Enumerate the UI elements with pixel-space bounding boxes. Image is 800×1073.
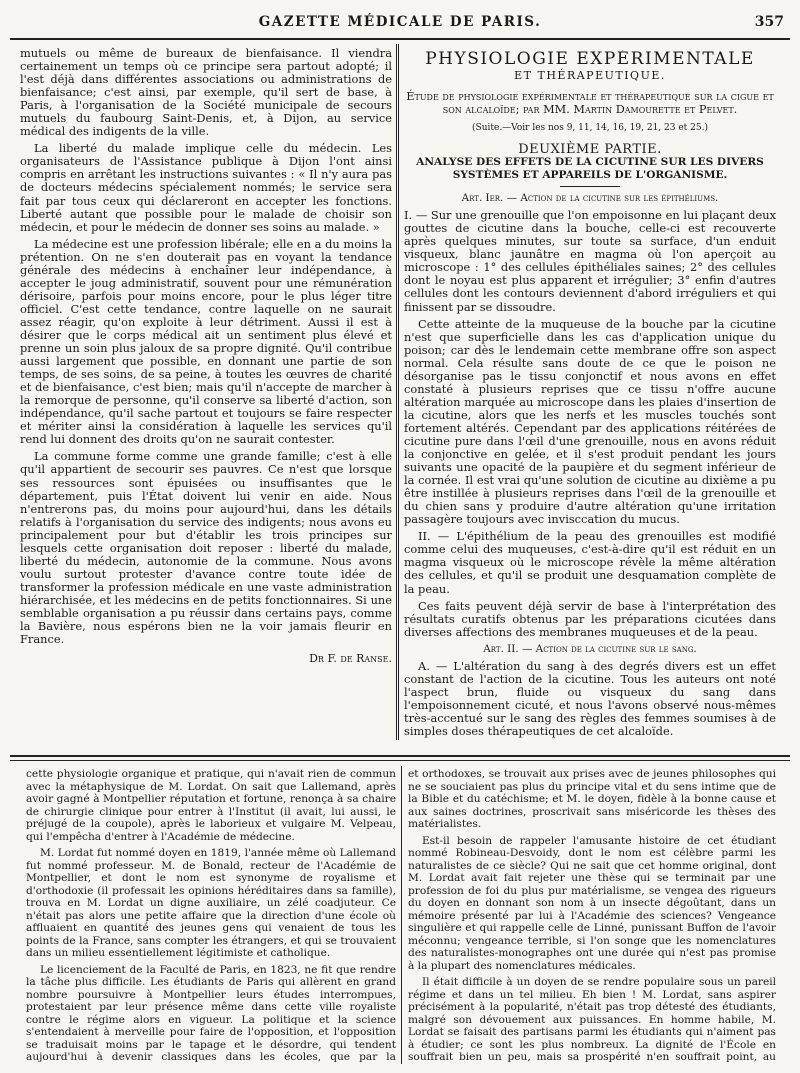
feuilleton-paragraph: Est-il besoin de rappeler l'amusante histoire de cet étudiant nommé Robineau-Desvoidy, dont le nom est célèbre parmi les naturalistes de ce siècle? Qui ne sait que cet homme original, dont M. Lordat avait fait rejeter une thèse qui se terminait par une profession de foi du plus pur matérialisme, se vengea des rigueurs du doyen en donnant son nom à un insecte dégoûtant, dans un mémoire présenté par lui à l'Académie des sciences? Vengeance singulière et qui rappelle celle de Linné, punissant Buffon de l'avoir méconnu; vengeance terrible, si l'on songe que les nomenclatures des naturalistes-monographes ont une durée qui n'est pas promise à la plupart des nomenclatures médicales. (408, 834, 776, 972)
part-title: DEUXIÈME PARTIE. (518, 142, 662, 158)
article-paragraph: II. — L'épithélium de la peau des grenouilles est modifié comme celui des muqueuses, c'est-à-dire qu'il est réduit en un magma visqueux où le microscope révèle la même altération des cellules, et qu'il se produit une desquamation complète de la peau. (404, 529, 776, 596)
right-column (404, 50, 776, 738)
left-paragraph: mutuels ou même de bureaux de bienfaisance. Il viendra certainement un temps où ce principe sera partout adopté; il l'est déjà dans différentes associations ou administrations de bienfaisance; c'est ainsi, par exemple, qu'il sert de base, à Paris, à l'organisation de la Société municipale de secours mutuels du faubourg Saint-Denis, et, à Dijon, au service médical des indigents de la ville. (20, 47, 392, 139)
continuation-note: (Suite.—Voir les nos 9, 11, 14, 16, 19, 21, 23 et 25.) (472, 123, 708, 134)
study-title: Étude de physiologie expérimentale et thérapeutique sur la cigue et son alcaloïde; par MM. Martin Damourette et Pelvet. (406, 90, 774, 117)
bottom-right-column (408, 768, 776, 1063)
signature: Dr F. de Ranse. (309, 652, 392, 666)
article-heading: Art. II. — Action de la cicutine sur le sang. (483, 642, 697, 655)
feuilleton-paragraph: Le licenciement de la Faculté de Paris, en 1823, ne fit que rendre la tâche plus difficile. Les étudiants de Paris qui allèrent en grand nombre poursuivre à Montpellier leurs études interrompues, protestaient par leur présence même dans cette ville royaliste contre le régime alors en vigueur. La politique et la science s'entendaient à merveille pour faire de l'opposition, et l'opposition se traduisait moins par le tapage et le désordre, qui tendent aujourd'hui à devenir classiques dans les écoles, que par la (26, 963, 396, 1063)
page-header (10, 14, 790, 36)
article-paragraph: Cette atteinte de la muqueuse de la bouche par la cicutine n'est que superficielle dans les cas d'application unique du poison; car dès le lendemain cette membrane offre son aspect normal. Cela résulte sans doute de ce que le poison ne désorganise pas le tissu conjonctif et nous avons en effet constaté à plusieurs reprises que ce tissu n'offre aucune altération marquée au microscope dans les plaies d'insertion de la cicutine, alors que les nerfs et les muscles touchés sont fortement altérés. Cependant par des applications réitérées de cicutine pure dans l'œil d'une grenouille, nous en avons réduit la conjonctive en gelée, et il s'est produit pendant les jours suivants une opacité de la paupière et du segment inférieur de la cornée. Il est vrai qu'une solution de cicutine au dixième a pu être instillée à plusieurs reprises dans l'œil de la grenouille et du chien sans y produire d'autre altération qu'une irritation passagère toujours avec invisccation du mucus. (404, 316, 776, 527)
left-column (20, 47, 392, 737)
section-title: PHYSIOLOGIE EXPÉRIMENTALE (425, 50, 755, 69)
journal-title: GAZETTE MÉDICALE DE PARIS. (258, 14, 542, 30)
short-rule (560, 186, 620, 187)
section-rule-thin (10, 760, 790, 761)
feuilleton-paragraph: Il était difficile à un doyen de se rendre populaire sous un pareil régime et dans un tel milieu. Eh bien ! M. Lordat, sans aspirer précisément à la popularité, n'était pas trop détesté des étudiants, malgré son dévouement aux puissances. En homme habile, M. Lordat se faisait des partisans parmi les étudiants qui n'aiment pas à étudier; ce sont les plus nombreux. La dignité de l'École en souffrait bien un peu, mais sa prospérité n'en souffrait point, au (408, 976, 776, 1063)
analysis-title: ANALYSE DES EFFETS DE LA CICUTINE SUR LES DIVERS SYSTÈMES ET APPAREILS DE L'ORGANISME. (416, 156, 764, 182)
left-paragraph: La liberté du malade implique celle du médecin. Les organisateurs de l'Assistance publique à Dijon l'ont ainsi compris en arrêtant les instructions suivantes : « Il n'y aura pas de docteurs médecins spécialement nommés; le service sera fait par tous ceux qui déclareront en accepter les fonctions. Liberté autant que possible pour le malade de choisir son médecin, et pour le médecin de donner ses soins au malade. » (20, 141, 392, 234)
header-rule (10, 38, 790, 40)
feuilleton-paragraph: cette physiologie organique et pratique, qui n'avait rien de commun avec la métaphysique de M. Lordat. On sait que Lallemand, après avoir gagné à Montpellier réputation et fortune, renonça à sa chaire de chirurgie clinique pour entrer à l'Institut (il avait, lui aussi, le préjugé de la coupole), après le laborieux et vulgaire M. Velpeau, qui l'empêcha d'entrer à l'Académie de médecine. (26, 768, 396, 843)
section-rule (10, 755, 790, 757)
page-number: 357 (754, 14, 784, 30)
article-heading: Art. Ier. — Action de la cicutine sur les épithéliums. (461, 192, 719, 205)
column-divider (396, 44, 399, 740)
left-paragraph: La commune forme comme une grande famille; c'est à elle qu'il appartient de secourir ses pauvres. Ce n'est que lorsque ses ressources sont épuisées ou insuffisantes que le département, puis l'État doivent lui venir en aide. Nous n'entrerons pas, du moins pour aujourd'hui, dans les détails relatifs à l'organisation du service des indigents; nous avons eu principalement pour but d'établir les trois principes sur lesquels cette organisation doit reposer : liberté du malade, liberté du médecin, autonomie de la commune. Nous avons voulu surtout protester d'avance contre toute idée de transformer la profession médicale en une vaste administration hiérarchisée, et les médecins en de petits fonctionnaires. Si une semblable organisation a pu réussir dans certains pays, comme la Bavière, nous espérons bien ne la voir jamais fleurir en France. (20, 449, 392, 647)
bottom-left-column (26, 768, 396, 1063)
article-paragraph: Ces faits peuvent déjà servir de base à l'interprétation des résultats curatifs obtenus par les préparations cicutées dans diverses affections des membranes muqueuses et de la peau. (404, 598, 776, 639)
bottom-column-divider (401, 766, 402, 1064)
left-paragraph: La médecine est une profession libérale; elle en a du moins la prétention. On ne s'en douterait pas en voyant la tendance générale des médecins à enchaîner leur indépendance, à accepter le joug administratif, souvent pour une rémunération dérisoire, parfois pour moins encore, pour le plus léger titre officiel. C'est cette tendance, contre laquelle on ne saurait assez réagir, qu'on exploite à leur détriment. Aussi il est à désirer que le corps médical ait un sentiment plus élevé et prenne un soin plus jaloux de sa propre dignité. Qu'il contribue aussi largement que possible, en donnant une partie de son temps, de ses soins, de sa peine, à toutes les œuvres de charité et de bienfaisance, c'est bien; mais qu'il n'accepte de marcher à la remorque de personne, qu'il conserve sa liberté d'action, son indépendance, qu'il sache partout et toujours se faire respecter et mériter ainsi la considération à laquelle les services qu'il rend lui donnent des droits qu'on ne saurait contester. (20, 236, 392, 447)
article-paragraph: A. — L'altération du sang à des degrés divers est un effet constant de l'action de la cicutine. Tous les auteurs ont noté l'aspect brun, fluide ou visqueux du sang dans l'empoisonnement cicuté, et nous l'avons observé nous-mêmes très-accentué sur le sang des règles des femmes soumises à de simples doses thérapeutiques de cet alcaloïde. (404, 658, 776, 738)
article-paragraph: I. — Sur une grenouille que l'on empoisonne en lui plaçant deux gouttes de cicutine dans la bouche, celle-ci est recouverte après quelques minutes, sur toute sa surface, d'un enduit visqueux, blanc jaunâtre en magma où l'on aperçoit au microscope : 1° des cellules épithéliales saines; 2° des cellules dont le noyau est plus apparent et irrégulier; 3° enfin d'autres cellules dont les contours deviennent d'abord irréguliers et qui finissent par se dissoudre. (404, 208, 776, 314)
feuilleton-paragraph: et orthodoxes, se trouvait aux prises avec de jeunes philosophes qui ne se souciaient pas plus du principe vital et du sens intime que de la Bible et du catéchisme; et M. le doyen, fidèle à la bonne cause et aux saines doctrines, proscrivait sans miséricorde les thèses des matérialistes. (408, 768, 776, 830)
section-subtitle: ET THÉRAPEUTIQUE. (514, 69, 666, 82)
feuilleton-paragraph: M. Lordat fut nommé doyen en 1819, l'année même où Lallemand fut nommé professeur. M. de Bonald, recteur de l'Académie de Montpellier, et dont le nom est synonyme de royalisme et d'orthodoxie (il professait les opinions héréditaires dans sa famille), trouva en M. Lordat un digne auxiliaire, un zélé coadjuteur. Ce n'était pas alors une petite affaire que la direction d'une école où affluaient en quantité des jeunes gens qui venaient de tous les points de la France, sans compter les étrangers, et qui se trouvaient dans un milieu essentiellement légitimiste et catholique. (26, 847, 396, 959)
